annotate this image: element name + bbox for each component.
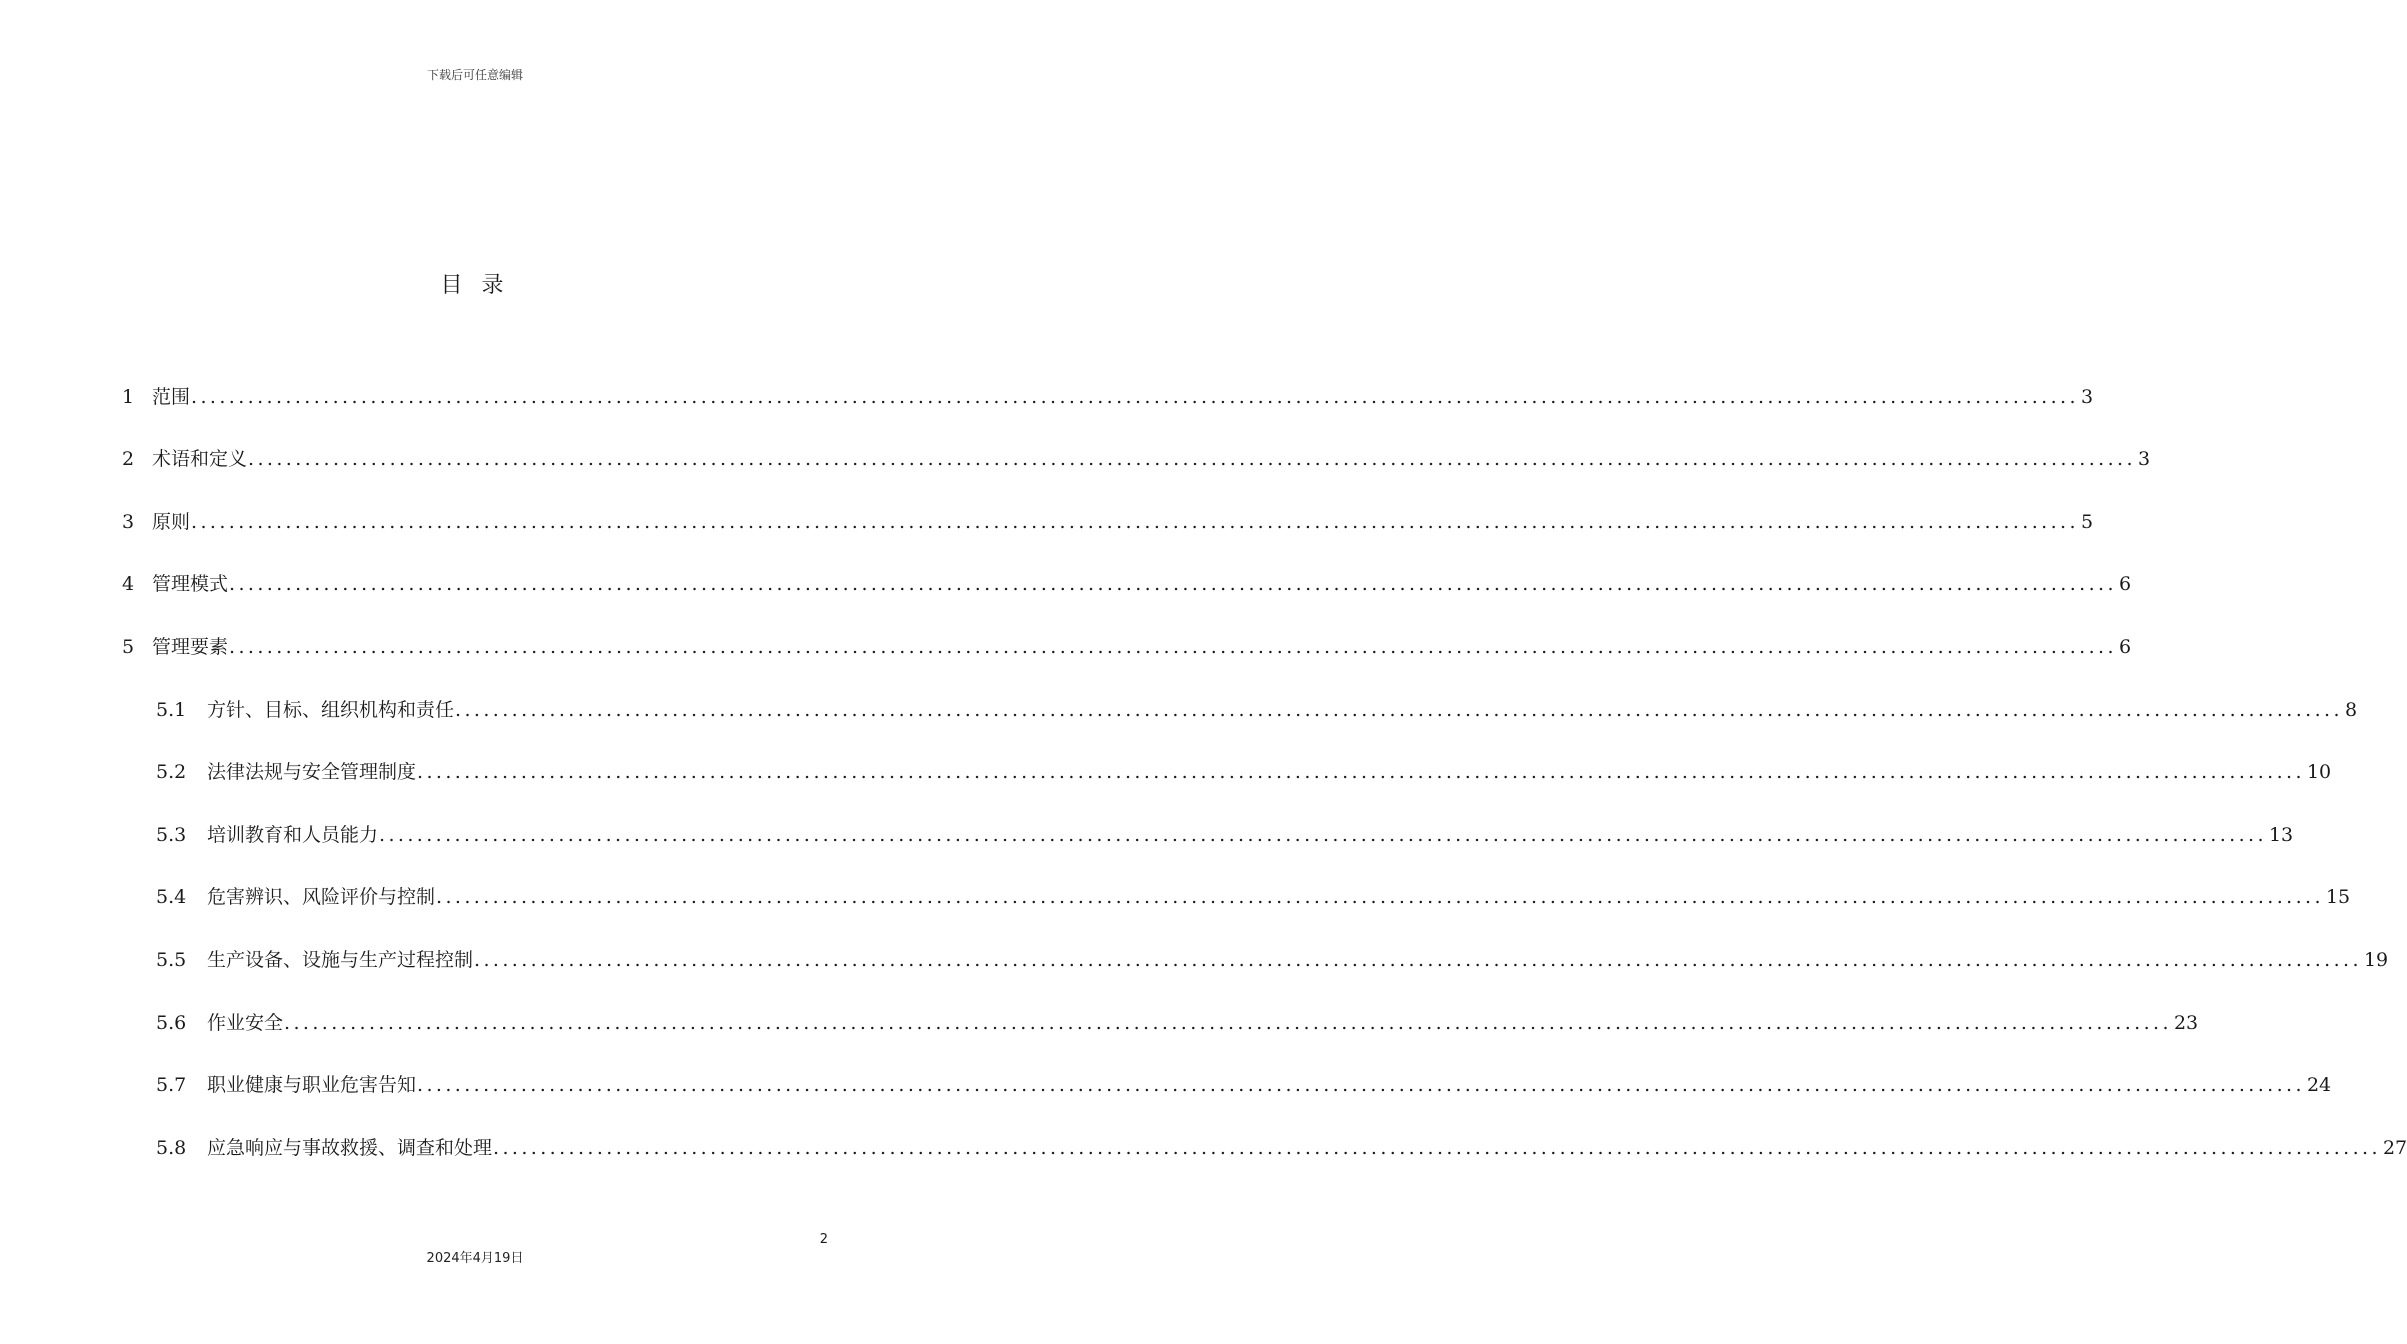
toc-leader-dots: ........................................................................................................................................................................................................ <box>417 761 2305 783</box>
toc-entry-label: 生产设备、设施与生产过程控制 <box>207 949 474 971</box>
toc-entry-label: 危害辨识、风险评价与控制 <box>207 886 436 908</box>
toc-entry-number: 2 <box>122 448 135 470</box>
toc-entry-page: 5 <box>2080 511 2094 533</box>
toc-subentry[interactable] <box>156 1133 2407 1163</box>
toc-entry-page: 24 <box>2306 1074 2332 1096</box>
toc-entry-page: 27 <box>2382 1137 2407 1159</box>
toc-entry-number: 4 <box>122 573 135 595</box>
toc-leader-dots: ........................................................................................................................................................................................................ <box>284 1012 2172 1034</box>
toc-subentry[interactable] <box>156 757 2332 787</box>
toc-entry-number: 3 <box>122 511 135 533</box>
toc-leader-dots: ........................................................................................................................................................................................................ <box>229 636 2117 658</box>
toc-entry[interactable] <box>122 382 2094 412</box>
toc-entry-label: 术语和定义 <box>152 448 248 470</box>
toc-leader-dots: ........................................................................................................................................................................................................ <box>229 573 2117 595</box>
toc-entry-number: 5.4 <box>156 886 187 908</box>
toc-leader-dots: ........................................................................................................................................................................................................ <box>191 511 2079 533</box>
toc-entry-number: 1 <box>122 386 135 408</box>
toc-entry-number: 5.2 <box>156 761 187 783</box>
toc-entry-number: 5.5 <box>156 949 187 971</box>
toc-entry-number: 5.8 <box>156 1137 187 1159</box>
toc-entry[interactable] <box>122 632 2132 662</box>
toc-entry-label: 职业健康与职业危害告知 <box>207 1074 417 1096</box>
toc-subentry[interactable] <box>156 820 2294 850</box>
toc-entry-number: 5.3 <box>156 824 187 846</box>
toc-leader-dots: ........................................................................................................................................................................................................ <box>248 448 2136 470</box>
toc-leader-dots: ........................................................................................................................................................................................................ <box>455 699 2343 721</box>
toc-entry-label: 作业安全 <box>207 1012 284 1034</box>
toc-subentry[interactable] <box>156 1070 2332 1100</box>
page-title: 目 录 <box>440 273 510 298</box>
toc-entry-label: 法律法规与安全管理制度 <box>207 761 417 783</box>
toc-subentry[interactable] <box>156 882 2351 912</box>
toc-entry[interactable] <box>122 444 2151 474</box>
toc-entry-page: 10 <box>2306 761 2332 783</box>
toc-entry-label: 应急响应与事故救援、调查和处理 <box>207 1137 493 1159</box>
toc-entry-number: 5 <box>122 636 135 658</box>
toc-entry-page: 3 <box>2137 448 2151 470</box>
toc-entry-label: 范围 <box>152 386 191 408</box>
toc-entry-page: 3 <box>2080 386 2094 408</box>
toc-entry-number: 5.1 <box>156 699 187 721</box>
page-number: 2 <box>819 1232 828 1247</box>
toc-subentry[interactable] <box>156 1008 2199 1038</box>
toc-entry-page: 19 <box>2363 949 2389 971</box>
toc-entry-label: 方针、目标、组织机构和责任 <box>207 699 455 721</box>
toc-entry-label: 原则 <box>152 511 191 533</box>
toc-leader-dots: ........................................................................................................................................................................................................ <box>493 1137 2381 1159</box>
toc-entry-page: 6 <box>2118 636 2132 658</box>
toc-leader-dots: ........................................................................................................................................................................................................ <box>436 886 2324 908</box>
toc-entry-label: 管理要素 <box>152 636 229 658</box>
toc-subentry[interactable] <box>156 945 2389 975</box>
toc-leader-dots: ........................................................................................................................................................................................................ <box>474 949 2362 971</box>
toc-entry-page: 8 <box>2344 699 2358 721</box>
toc-subentry[interactable] <box>156 695 2358 725</box>
toc-entry[interactable] <box>122 507 2094 537</box>
page-header: 下载后可任意编辑 <box>426 68 523 82</box>
page-footer-date: 2024年4月19日 <box>426 1251 524 1266</box>
toc-leader-dots: ........................................................................................................................................................................................................ <box>191 386 2079 408</box>
toc-entry-page: 15 <box>2325 886 2351 908</box>
toc-entry[interactable] <box>122 569 2132 599</box>
toc-entry-label: 培训教育和人员能力 <box>207 824 379 846</box>
toc-leader-dots: ........................................................................................................................................................................................................ <box>379 824 2267 846</box>
toc-entry-number: 5.7 <box>156 1074 187 1096</box>
toc-leader-dots: ........................................................................................................................................................................................................ <box>417 1074 2305 1096</box>
toc-entry-number: 5.6 <box>156 1012 187 1034</box>
toc-entry-page: 6 <box>2118 573 2132 595</box>
toc-entry-page: 23 <box>2173 1012 2199 1034</box>
toc-entry-page: 13 <box>2268 824 2294 846</box>
toc-entry-label: 管理模式 <box>152 573 229 595</box>
